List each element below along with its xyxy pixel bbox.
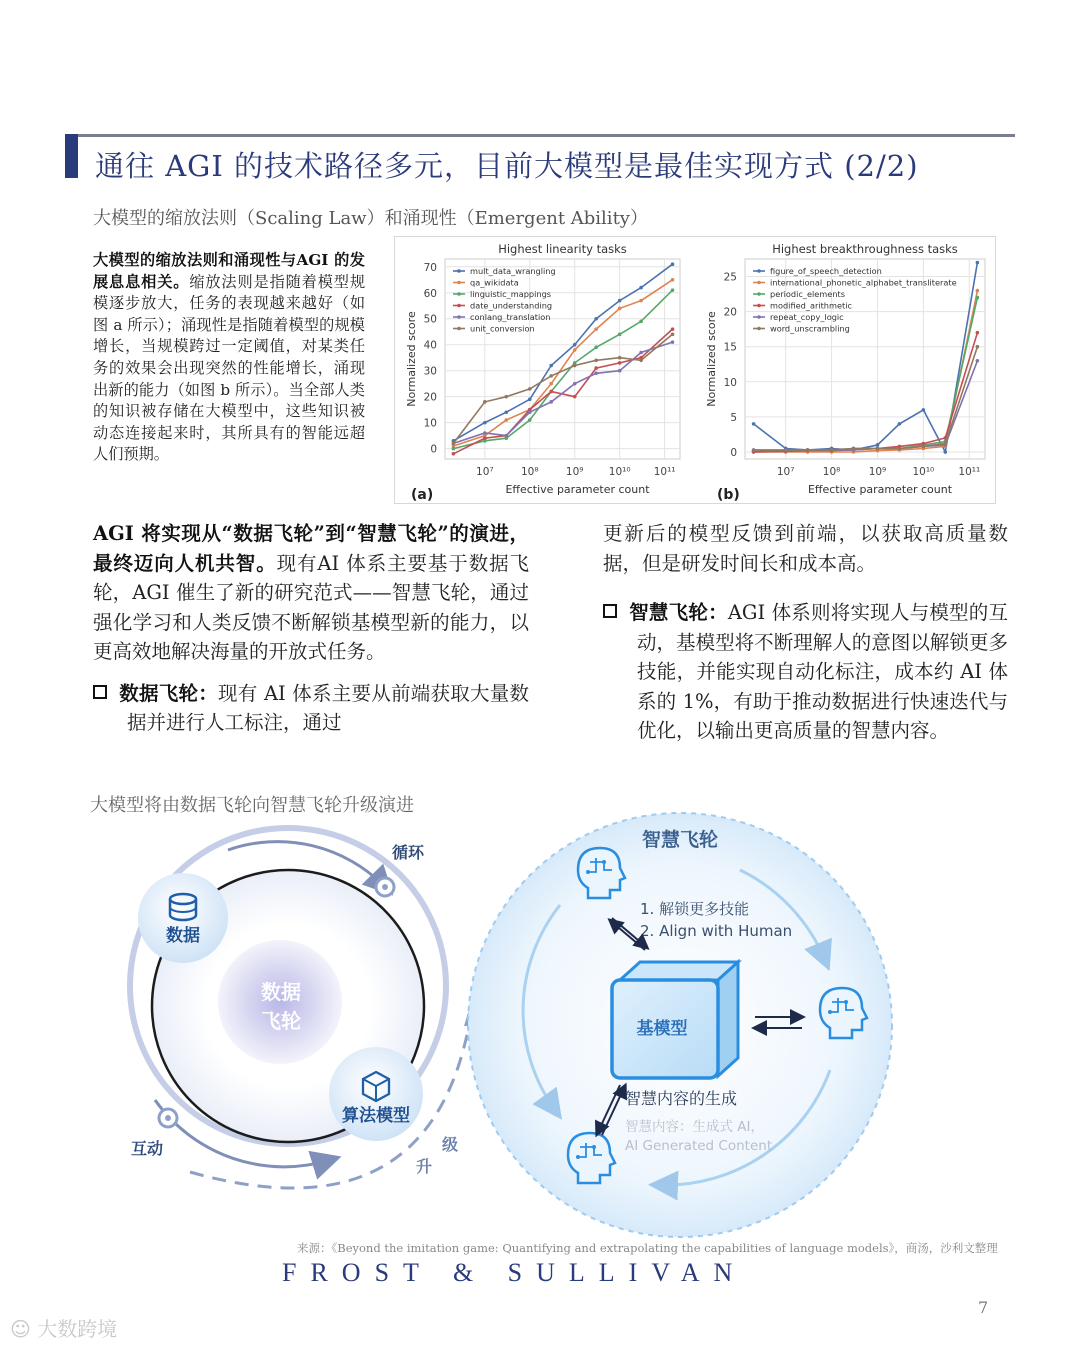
step-align-human: 2. Align with Human <box>640 922 793 940</box>
data-point-linguistic_mappings <box>594 346 598 350</box>
y-axis-label: Normalized score <box>405 311 418 407</box>
legend-marker-periodic_elements <box>757 292 761 296</box>
scaling-charts-figure <box>394 236 996 504</box>
data-point-conlang_translation <box>483 431 487 435</box>
x-tick-label: 10⁸ <box>520 466 539 478</box>
legend-marker-qa_wikidata <box>457 281 461 285</box>
data-point-repeat_copy_logic <box>976 359 980 363</box>
data-point-unit_conversion <box>573 364 577 368</box>
y-tick-label: 25 <box>723 271 737 284</box>
title-accent-bar <box>65 134 78 178</box>
data-point-qa_wikidata <box>594 327 598 331</box>
data-point-linguistic_mappings <box>528 418 532 422</box>
x-axis-label: Effective parameter count <box>807 483 953 496</box>
content-generation-sub2: AI Generated Content <box>625 1138 773 1154</box>
upgrade-label-2: 升 <box>416 1157 433 1176</box>
loop-label: 循环 <box>391 843 425 862</box>
bullet-wisdom-flywheel-label: 智慧飞轮： <box>629 601 728 624</box>
watermark <box>10 1313 117 1342</box>
upgrade-label-1: 级 <box>442 1135 459 1154</box>
data-point-unit_conversion <box>618 356 622 360</box>
legend-label: date_understanding <box>470 300 553 311</box>
agi-evolution-lead: AGI 将实现从“数据飞轮”到“智慧飞轮”的演进，最终迈向人机共智。 <box>93 522 529 575</box>
data-point-unit_conversion <box>452 442 456 446</box>
data-point-linguistic_mappings <box>671 288 675 292</box>
legend-marker-date_understanding <box>457 304 461 308</box>
y-tick-label: 40 <box>423 339 437 352</box>
y-tick-label: 0 <box>730 446 737 459</box>
data-point-unit_conversion <box>549 374 553 378</box>
data-point-periodic_elements <box>976 296 980 300</box>
y-tick-label: 50 <box>423 313 437 326</box>
x-tick-label: 10⁹ <box>868 466 887 478</box>
data-point-unit_conversion <box>528 387 532 391</box>
watermark-text: 大数跨境 <box>37 1317 118 1341</box>
interact-label: 互动 <box>130 1139 164 1158</box>
data-point-conlang_translation <box>618 369 622 373</box>
data-point-figure_of_speech_detection <box>752 422 756 426</box>
base-model-label: 基模型 <box>636 1019 688 1039</box>
data-point-date_understanding <box>671 327 675 331</box>
data-point-word_unscrambling <box>898 447 902 451</box>
data-point-date_understanding <box>483 436 487 440</box>
data-point-figure_of_speech_detection <box>976 261 980 265</box>
y-tick-label: 20 <box>723 306 737 319</box>
legend-label: word_unscrambling <box>770 323 850 334</box>
chart-title: Highest linearity tasks <box>498 242 627 256</box>
agi-evolution-paragraph <box>93 519 529 667</box>
data-point-figure_of_speech_detection <box>876 443 880 447</box>
legend-marker-unit_conversion <box>457 327 461 331</box>
body-right-column <box>603 519 1008 746</box>
y-tick-label: 0 <box>430 443 437 456</box>
legend-marker-mult_data_wrangling <box>457 269 461 273</box>
bullet-data-flywheel <box>93 679 529 738</box>
x-axis-label: Effective parameter count <box>505 483 650 496</box>
panel-label: (b) <box>717 487 740 503</box>
y-tick-label: 70 <box>423 261 437 274</box>
bullet-wisdom-flywheel <box>603 598 1008 746</box>
flywheel-diagram <box>0 810 1080 1240</box>
y-tick-label: 20 <box>423 391 437 404</box>
title-bar <box>65 134 1015 183</box>
data-point-date_understanding <box>549 390 553 394</box>
data-point-qa_wikidata <box>671 278 675 282</box>
legend-label: linguistic_mappings <box>470 289 552 299</box>
y-tick-label: 15 <box>723 341 737 354</box>
data-point-qa_wikidata <box>504 418 508 422</box>
checkbox-square-icon <box>603 604 617 618</box>
data-point-mult_data_wrangling <box>573 343 577 347</box>
watermark-icon: ☺ <box>10 1317 38 1341</box>
x-tick-label: 10¹¹ <box>958 466 981 478</box>
data-point-unit_conversion <box>639 358 643 362</box>
data-point-qa_wikidata <box>639 299 643 303</box>
brand-logo-text: FROST & SULLIVAN <box>282 1258 747 1287</box>
data-point-unit_conversion <box>483 400 487 404</box>
legend-marker-linguistic_mappings <box>457 292 461 296</box>
wisdom-flywheel <box>468 813 892 1237</box>
legend-label: mult_data_wrangling <box>470 266 556 276</box>
data-point-mult_data_wrangling <box>671 262 675 266</box>
data-point-conlang_translation <box>528 410 532 414</box>
data-point-international_phonetic_alphabet_transliterate <box>976 289 980 293</box>
y-tick-label: 5 <box>730 411 737 424</box>
x-tick-label: 10⁸ <box>822 466 841 478</box>
data-flywheel <box>130 828 446 1167</box>
data-point-conlang_translation <box>639 351 643 355</box>
x-tick-label: 10¹⁰ <box>608 466 631 478</box>
data-point-qa_wikidata <box>618 307 622 311</box>
data-point-qa_wikidata <box>549 382 553 386</box>
data-point-conlang_translation <box>504 434 508 438</box>
y-tick-label: 30 <box>423 365 437 378</box>
explanation-body: 缩放法则是指随着模型规模逐步放大，任务的表现越来越好（如图 a 所示）；涌现性是指随着模型的规模增长，当规模跨过一定阈值，对某类任务的效果会出现突然的性能增长，涌现出新的能力（如图 b 所示）。当全部人类的知识被存储在大模型中，这些知识被动态连接起来时，其所具有的智能远超人们预期。 <box>93 272 366 464</box>
legend-label: unit_conversion <box>470 323 535 334</box>
x-tick-label: 10¹¹ <box>653 466 676 478</box>
legend-marker-international_phonetic_alphabet_transliterate <box>757 281 761 285</box>
data-point-figure_of_speech_detection <box>922 408 926 412</box>
data-point-word_unscrambling <box>943 442 947 446</box>
x-tick-label: 10⁹ <box>565 466 584 478</box>
data-point-figure_of_speech_detection <box>898 422 902 426</box>
data-point-word_unscrambling <box>784 449 788 453</box>
legend-marker-conlang_translation <box>457 315 461 319</box>
data-node <box>138 873 228 963</box>
legend-marker-modified_arithmetic <box>757 304 761 308</box>
data-point-linguistic_mappings <box>618 333 622 337</box>
source-note: 来源：《Beyond the imitation game: Quantifying and extrapolating the capabilities of language models》，商汤，沙利文整理 <box>297 1241 998 1255</box>
diagram-title: 大模型将由数据飞轮向智慧飞轮升级演进 <box>90 795 414 816</box>
legend-label: qa_wikidata <box>470 277 519 288</box>
data-point-unit_conversion <box>594 358 598 362</box>
y-tick-label: 60 <box>423 287 437 300</box>
data-point-mult_data_wrangling <box>483 421 487 425</box>
data-point-mult_data_wrangling <box>549 364 553 368</box>
legend-marker-repeat_copy_logic <box>757 315 761 319</box>
data-point-linguistic_mappings <box>452 447 456 451</box>
legend-label: figure_of_speech_detection <box>770 266 882 276</box>
data-point-date_understanding <box>618 361 622 365</box>
data-point-date_understanding <box>452 452 456 456</box>
scaling-law-explanation <box>93 250 365 466</box>
title-top-rule <box>78 134 1015 137</box>
checkbox-square-icon <box>93 685 107 699</box>
x-tick-label: 10⁷ <box>776 466 795 478</box>
data-point-word_unscrambling <box>876 447 880 451</box>
data-point-word_unscrambling <box>852 447 856 451</box>
algorithm-node-label: 算法模型 <box>342 1106 410 1126</box>
data-point-word_unscrambling <box>806 448 810 452</box>
page-title: 通往 AGI 的技术路径多元，目前大模型是最佳实现方式 (2/2) <box>95 149 919 183</box>
agi-evolution-text: 现有AI 体系主要基于数据飞轮，AGI 催生了新的研究范式——智慧飞轮，通过强化学习和人类反馈不断解锁基模型新的能力，以更高效地解决海量的开放式任务。 <box>93 551 529 663</box>
data-point-date_understanding <box>594 366 598 370</box>
legend-label: periodic_elements <box>770 289 845 299</box>
data-node-label: 数据 <box>166 926 200 946</box>
y-axis-label: Normalized score <box>705 311 718 407</box>
data-point-mult_data_wrangling <box>639 286 643 290</box>
bullet-data-flywheel-label: 数据飞轮： <box>119 681 219 705</box>
data-point-conlang_translation <box>573 382 577 386</box>
data-point-unit_conversion <box>671 333 675 337</box>
data-point-word_unscrambling <box>922 445 926 449</box>
data-point-linguistic_mappings <box>639 320 643 324</box>
legend-label: international_phonetic_alphabet_transliterate <box>770 277 957 288</box>
page-number: 7 <box>978 1298 989 1317</box>
data-point-word_unscrambling <box>752 449 756 453</box>
core-label-line1: 数据 <box>261 980 301 1004</box>
data-point-unit_conversion <box>504 395 508 399</box>
bullet-data-flywheel-text: 现有 AI 体系主要从前端获取大量数据并进行人工标注，通过 <box>127 681 529 734</box>
data-point-mult_data_wrangling <box>618 299 622 303</box>
legend-marker-figure_of_speech_detection <box>757 269 761 273</box>
body-left-column <box>93 519 529 738</box>
core-label-line2: 飞轮 <box>261 1009 301 1033</box>
explanation-lead: 大模型的缩放法则和涌现性与AGI 的发展息息相关。 <box>93 251 365 291</box>
data-flywheel-continued: 更新后的模型反馈到前端，以获取高质量数据，但是研发时间长和成本高。 <box>603 522 1008 575</box>
chart-title: Highest breakthroughness tasks <box>772 242 958 256</box>
data-point-qa_wikidata <box>573 348 577 352</box>
legend-label: repeat_copy_logic <box>770 312 844 322</box>
x-tick-label: 10⁷ <box>476 466 494 478</box>
data-point-mult_data_wrangling <box>504 410 508 414</box>
content-generation-title: 智慧内容的生成 <box>625 1089 738 1108</box>
data-point-conlang_translation <box>549 400 553 404</box>
legend-marker-word_unscrambling <box>757 327 761 331</box>
panel-label: (a) <box>411 487 434 503</box>
x-tick-label: 10¹⁰ <box>912 466 935 478</box>
charts-svg <box>395 237 995 503</box>
y-tick-label: 10 <box>423 417 437 430</box>
data-point-modified_arithmetic <box>976 331 980 335</box>
legend-label: conlang_translation <box>470 312 551 322</box>
data-point-mult_data_wrangling <box>528 397 532 401</box>
data-point-mult_data_wrangling <box>594 317 598 321</box>
data-point-word_unscrambling <box>830 448 834 452</box>
section-subtitle: 大模型的缩放法则（Scaling Law）和涌现性（Emergent Ability） <box>93 208 648 229</box>
step-unlock-skills: 1. 解锁更多技能 <box>640 900 750 918</box>
data-point-word_unscrambling <box>976 345 980 349</box>
y-tick-label: 10 <box>723 376 737 389</box>
data-point-conlang_translation <box>671 340 675 344</box>
legend-label: modified_arithmetic <box>770 300 852 311</box>
bullet-wisdom-flywheel-text: AGI 体系则将实现人与模型的互动，基模型将不断理解人的意图以解锁更多技能，并能实现自动化标注，成本约 AI 体系的 1%，有助于推动数据进行快速迭代与优化，以输出更高质量的智慧内容。 <box>637 601 1008 742</box>
data-point-figure_of_speech_detection <box>943 450 947 454</box>
data-point-conlang_translation <box>594 371 598 375</box>
data-point-date_understanding <box>573 395 577 399</box>
content-generation-sub1: 智慧内容：生成式 AI， <box>625 1119 765 1135</box>
wisdom-flywheel-title: 智慧飞轮 <box>641 829 719 851</box>
